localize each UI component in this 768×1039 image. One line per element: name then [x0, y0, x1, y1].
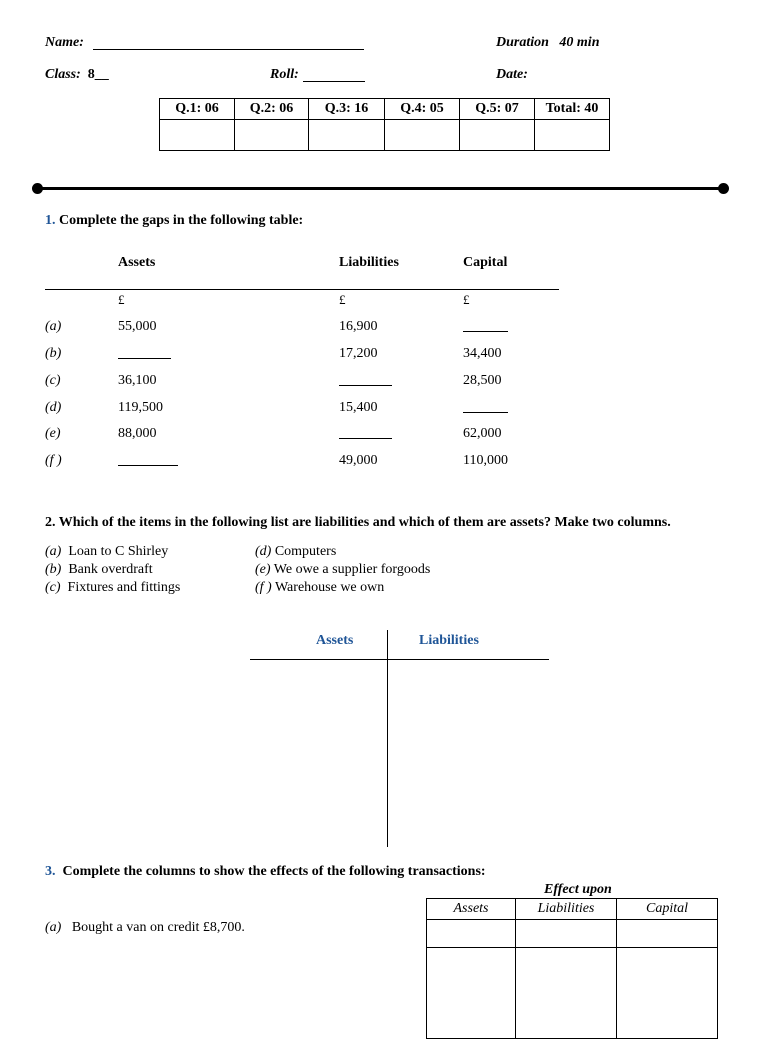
- q3-col-assets: Assets: [427, 899, 516, 920]
- q2-liabilities-answer-area[interactable]: [389, 661, 549, 847]
- q1-header-capital: Capital: [463, 255, 508, 270]
- class-value[interactable]: 8__: [87, 67, 109, 82]
- score-cell-q5[interactable]: [460, 120, 535, 151]
- q1-prompt: [45, 213, 303, 229]
- q2-item-b: [45, 561, 180, 579]
- q2-t-table-horizontal: [250, 659, 549, 660]
- q1-cell-capital: 110,000: [463, 453, 508, 468]
- marks-table: [159, 98, 610, 151]
- q2-item-d-label: (d): [255, 544, 272, 559]
- q1-gap-assets[interactable]: [118, 453, 178, 471]
- q1-number: 1.: [45, 213, 56, 228]
- date-label: Date:: [496, 67, 528, 82]
- q1-cell-liabilities: 15,400: [339, 400, 378, 415]
- q1-cell-capital: 34,400: [463, 346, 502, 361]
- marks-q4: Q.4: 05: [385, 99, 460, 120]
- q2-item-f-label: (f ): [255, 580, 272, 595]
- q2-assets-answer-area[interactable]: [250, 661, 386, 847]
- q3-a-capital-cell[interactable]: [617, 920, 718, 948]
- q1-row-label: (a): [45, 319, 62, 334]
- q3-col-capital: Capital: [617, 899, 718, 920]
- q2-item-c-label: (c): [45, 580, 61, 595]
- q1-row-label: (d): [45, 400, 62, 415]
- q1-cell-liabilities: 16,900: [339, 319, 378, 334]
- section-divider: [36, 187, 724, 190]
- roll-field[interactable]: [303, 67, 365, 87]
- q2-item-f: [255, 579, 430, 597]
- q2-item-c-text: Fixtures and fittings: [67, 580, 181, 595]
- q2-item-a: [45, 543, 180, 561]
- marks-q5: Q.5: 07: [460, 99, 535, 120]
- q1-cell-assets: 36,100: [118, 373, 157, 388]
- q2-item-b-text: Bank overdraft: [68, 562, 153, 577]
- marks-total: Total: 40: [535, 99, 610, 120]
- q1-row-label: (b): [45, 346, 62, 361]
- q3-effect-upon: Effect upon: [544, 882, 612, 897]
- marks-q1: Q.1: 06: [160, 99, 235, 120]
- q2-item-e: [255, 561, 430, 579]
- q1-row-label: (c): [45, 373, 61, 388]
- q3-effects-table: [426, 898, 718, 1039]
- q3-item-a: [45, 920, 245, 936]
- q1-currency-assets: £: [118, 292, 125, 307]
- q3-number: 3.: [45, 864, 56, 879]
- class-label: Class:: [45, 67, 81, 82]
- marks-q3: Q.3: 16: [309, 99, 385, 120]
- q2-item-c: [45, 579, 180, 597]
- q2-prompt: 2. Which of the items in the following list are liabilities and which of them are assets? Make two columns.: [45, 515, 671, 530]
- q3-b-liabilities-cell[interactable]: [516, 948, 617, 1039]
- q2-list-right: [255, 543, 430, 597]
- class-line: [45, 67, 109, 83]
- q2-item-f-text: Warehouse we own: [274, 580, 385, 595]
- q3-prompt: [45, 864, 486, 880]
- q3-item-a-text: Bought a van on credit £8,700.: [71, 920, 245, 935]
- score-cell-total[interactable]: [535, 120, 610, 151]
- roll-label: Roll:: [270, 67, 299, 82]
- q3-b-assets-cell[interactable]: [427, 948, 516, 1039]
- q2-item-e-label: (e): [255, 562, 271, 577]
- q3-b-capital-cell[interactable]: [617, 948, 718, 1039]
- q2-item-b-label: (b): [45, 562, 62, 577]
- divider-dot-right: [718, 183, 729, 194]
- q1-cell-assets: 119,500: [118, 400, 163, 415]
- q2-list-left: [45, 543, 180, 597]
- duration-label: [496, 35, 600, 51]
- q1-cell-liabilities: 17,200: [339, 346, 378, 361]
- q3-text: Complete the columns to show the effects of the following transactions:: [62, 864, 486, 879]
- q2-item-a-label: (a): [45, 544, 62, 559]
- marks-q2: Q.2: 06: [235, 99, 309, 120]
- q1-gap-capital[interactable]: [463, 319, 508, 337]
- q2-t-table-vertical: [387, 630, 388, 847]
- duration-value: 40 min: [559, 35, 600, 50]
- score-cell-q1[interactable]: [160, 120, 235, 151]
- q1-cell-assets: 55,000: [118, 319, 157, 334]
- q2-col-assets: Assets: [316, 633, 354, 648]
- q1-cell-capital: 62,000: [463, 426, 502, 441]
- q1-header-assets: Assets: [118, 255, 156, 270]
- q2-item-e-text: We owe a supplier forgoods: [273, 562, 431, 577]
- q1-currency-liabilities: £: [339, 292, 346, 307]
- name-label: Name:: [45, 35, 84, 50]
- q1-row-label: (e): [45, 426, 61, 441]
- q3-a-assets-cell[interactable]: [427, 920, 516, 948]
- q1-cell-liabilities: 49,000: [339, 453, 378, 468]
- q3-a-liabilities-cell[interactable]: [516, 920, 617, 948]
- q1-gap-liabilities[interactable]: [339, 373, 392, 391]
- q3-item-a-label: (a): [45, 920, 62, 935]
- q2-item-a-text: Loan to C Shirley: [68, 544, 169, 559]
- q2-col-liabilities: Liabilities: [419, 633, 479, 648]
- q1-header-liabilities: Liabilities: [339, 255, 399, 270]
- score-cell-q4[interactable]: [385, 120, 460, 151]
- q1-text: Complete the gaps in the following table:: [59, 213, 304, 228]
- score-cell-q2[interactable]: [235, 120, 309, 151]
- q1-gap-assets[interactable]: [118, 346, 171, 364]
- q1-currency-capital: £: [463, 292, 470, 307]
- q1-header-rule: [45, 289, 559, 290]
- q1-gap-liabilities[interactable]: [339, 426, 392, 444]
- q1-gap-capital[interactable]: [463, 400, 508, 418]
- q1-cell-capital: 28,500: [463, 373, 502, 388]
- divider-dot-left: [32, 183, 43, 194]
- q3-col-liabilities: Liabilities: [516, 899, 617, 920]
- q1-row-label: (f ): [45, 453, 62, 468]
- name-field[interactable]: [93, 35, 364, 55]
- score-cell-q3[interactable]: [309, 120, 385, 151]
- q2-item-d: [255, 543, 430, 561]
- duration-label-text: Duration: [496, 35, 549, 50]
- q1-cell-assets: 88,000: [118, 426, 157, 441]
- q2-item-d-text: Computers: [274, 544, 337, 559]
